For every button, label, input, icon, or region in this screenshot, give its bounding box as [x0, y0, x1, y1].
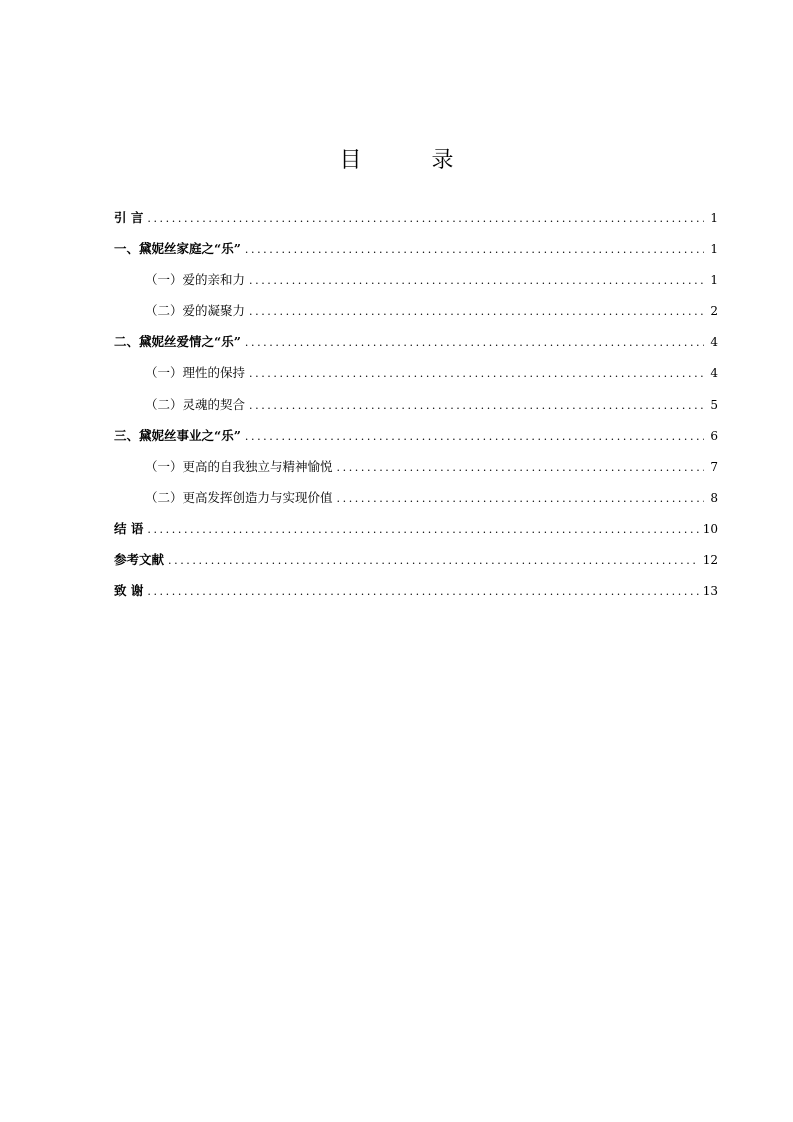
- toc-dot-leader: [249, 271, 704, 291]
- toc-entry-label: 一、黛妮丝家庭之“乐”: [114, 241, 241, 257]
- toc-entry-label: （二）灵魂的契合: [145, 396, 246, 412]
- toc-page-number: 13: [702, 584, 718, 599]
- toc-page-number: 5: [710, 397, 718, 412]
- toc-subentry[interactable]: [114, 457, 718, 488]
- toc-page-number: 1: [710, 273, 718, 288]
- toc-entry[interactable]: [114, 550, 718, 581]
- toc-dot-leader: [245, 240, 704, 260]
- toc-entry-label: （一）理性的保持: [145, 365, 246, 381]
- toc-dot-leader: [147, 520, 698, 540]
- toc-dot-leader: [249, 396, 704, 416]
- toc-entry[interactable]: [114, 208, 718, 239]
- toc-dot-leader: [337, 458, 704, 478]
- toc-page-number: 1: [710, 211, 718, 225]
- toc-entry[interactable]: [114, 239, 718, 270]
- toc-entry[interactable]: [114, 519, 718, 550]
- toc-entry-label: 引 言: [114, 210, 144, 225]
- toc-subentry[interactable]: [114, 363, 718, 394]
- table-of-contents: [114, 208, 718, 612]
- toc-entry-label: （二）爱的凝聚力: [145, 303, 246, 319]
- toc-entry-label: 参考文献: [114, 552, 165, 568]
- toc-subentry[interactable]: [114, 488, 718, 519]
- toc-dot-leader: [245, 333, 704, 353]
- toc-entry-label: （二）更高发挥创造力与实现价值: [145, 489, 333, 505]
- toc-entry-label: 三、黛妮丝事业之“乐”: [114, 427, 241, 443]
- toc-dot-leader: [249, 302, 704, 322]
- toc-dot-leader: [337, 489, 704, 509]
- toc-entry-label: （一）更高的自我独立与精神愉悦: [145, 458, 333, 474]
- toc-entry-label: （一）爱的亲和力: [145, 272, 246, 288]
- toc-subentry[interactable]: [114, 270, 718, 301]
- toc-page-number: 10: [702, 521, 718, 536]
- toc-dot-leader: [168, 551, 699, 571]
- toc-dot-leader: [147, 582, 698, 602]
- toc-entry-label: 致 谢: [114, 583, 144, 599]
- toc-page-number: 4: [710, 335, 718, 350]
- toc-entry[interactable]: [114, 581, 718, 612]
- toc-title: 目 录: [339, 148, 478, 173]
- toc-page-number: 4: [710, 366, 718, 381]
- toc-page-number: 8: [710, 490, 718, 505]
- toc-page-number: 7: [710, 459, 718, 474]
- toc-page-number: 12: [702, 553, 718, 568]
- toc-dot-leader: [147, 209, 704, 229]
- toc-dot-leader: [249, 364, 704, 384]
- toc-entry-label: 结 语: [114, 520, 144, 536]
- toc-entry[interactable]: [114, 332, 718, 363]
- toc-page-number: 1: [710, 242, 718, 257]
- toc-subentry[interactable]: [114, 301, 718, 332]
- toc-page-number: 6: [710, 428, 718, 443]
- toc-subentry[interactable]: [114, 395, 718, 426]
- toc-dot-leader: [245, 427, 704, 447]
- toc-entry[interactable]: [114, 426, 718, 457]
- toc-page-number: 2: [710, 304, 718, 319]
- toc-entry-label: 二、黛妮丝爱情之“乐”: [114, 334, 241, 350]
